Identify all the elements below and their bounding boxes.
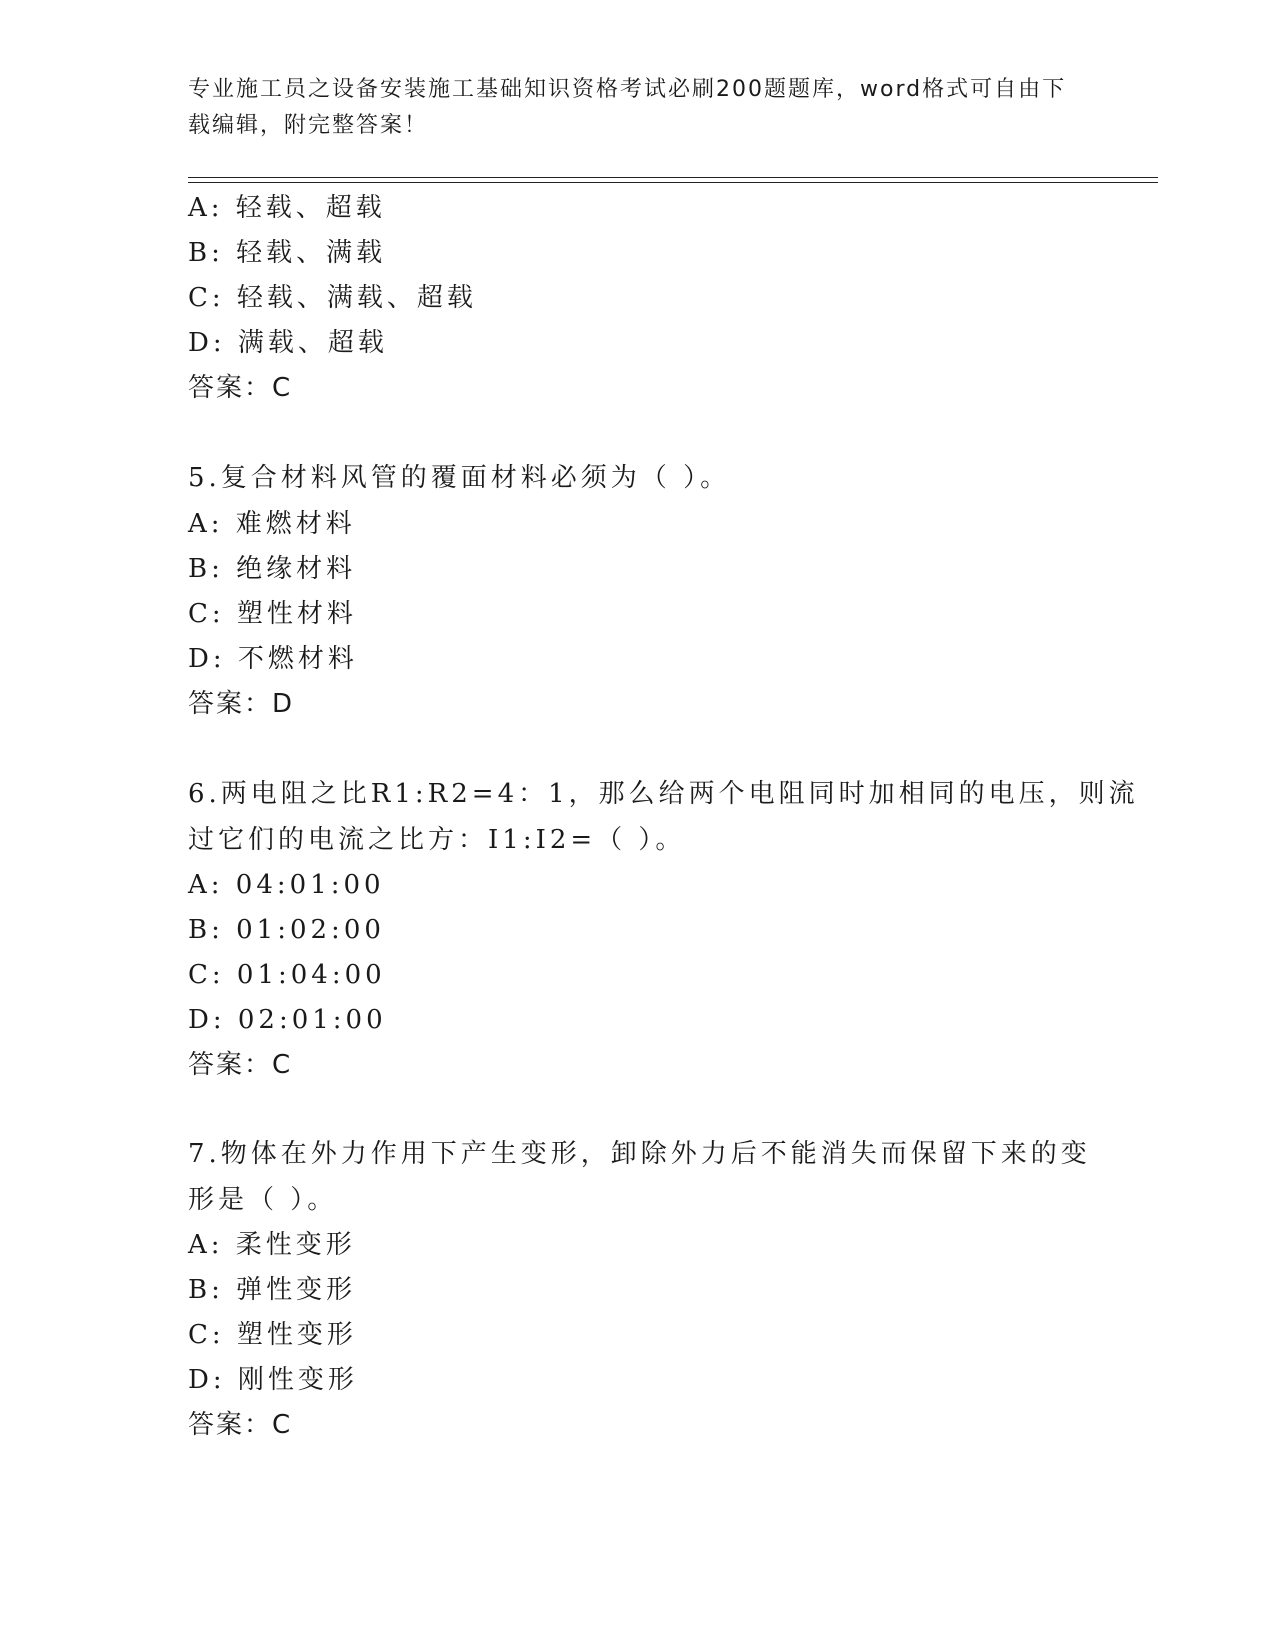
q7-option-b: B: 弹性变形 xyxy=(188,1275,357,1305)
q4-answer: 答案：C xyxy=(188,373,293,403)
q6-option-a: A: 04:01:00 xyxy=(188,870,385,900)
q6-option-b: B: 01:02:00 xyxy=(188,915,385,945)
q6-stem-line2: 过它们的电流之比方：I1:I2=（ ）。 xyxy=(188,825,686,855)
q6-option-c: C: 01:04:00 xyxy=(188,960,386,990)
q6-option-d: D: 02:01:00 xyxy=(188,1005,387,1035)
q5-option-b: B: 绝缘材料 xyxy=(188,554,357,584)
q6-stem-line1: 6.两电阻之比R1:R2=4：1，那么给两个电阻同时加相同的电压，则流 xyxy=(188,779,1139,809)
q7-stem-line2: 形是（ ）。 xyxy=(188,1185,338,1215)
q4-option-c: C: 轻载、满载、超载 xyxy=(188,283,477,313)
q7-option-d: D: 刚性变形 xyxy=(188,1365,358,1395)
q7-option-c: C: 塑性变形 xyxy=(188,1320,357,1350)
q5-option-c: C: 塑性材料 xyxy=(188,599,357,629)
q7-answer: 答案：C xyxy=(188,1410,293,1440)
q5-option-a: A: 难燃材料 xyxy=(188,509,356,539)
q5-answer: 答案：D xyxy=(188,689,295,719)
header-divider-bottom xyxy=(188,182,1158,183)
header-divider-top xyxy=(188,177,1158,178)
q7-option-a: A: 柔性变形 xyxy=(188,1230,356,1260)
q5-stem: 5.复合材料风管的覆面材料必须为（ ）。 xyxy=(188,463,731,493)
q4-option-b: B: 轻载、满载 xyxy=(188,238,387,268)
q7-stem-line1: 7.物体在外力作用下产生变形，卸除外力后不能消失而保留下来的变 xyxy=(188,1139,1091,1169)
q5-option-d: D: 不燃材料 xyxy=(188,644,358,674)
q4-option-d: D: 满载、超载 xyxy=(188,328,388,358)
document-header: 专业施工员之设备安装施工基础知识资格考试必刷200题题库，word格式可自由下载编辑，附完整答案！ xyxy=(188,77,1067,138)
q4-option-a: A: 轻载、超载 xyxy=(188,193,386,223)
q6-answer: 答案：C xyxy=(188,1050,293,1080)
